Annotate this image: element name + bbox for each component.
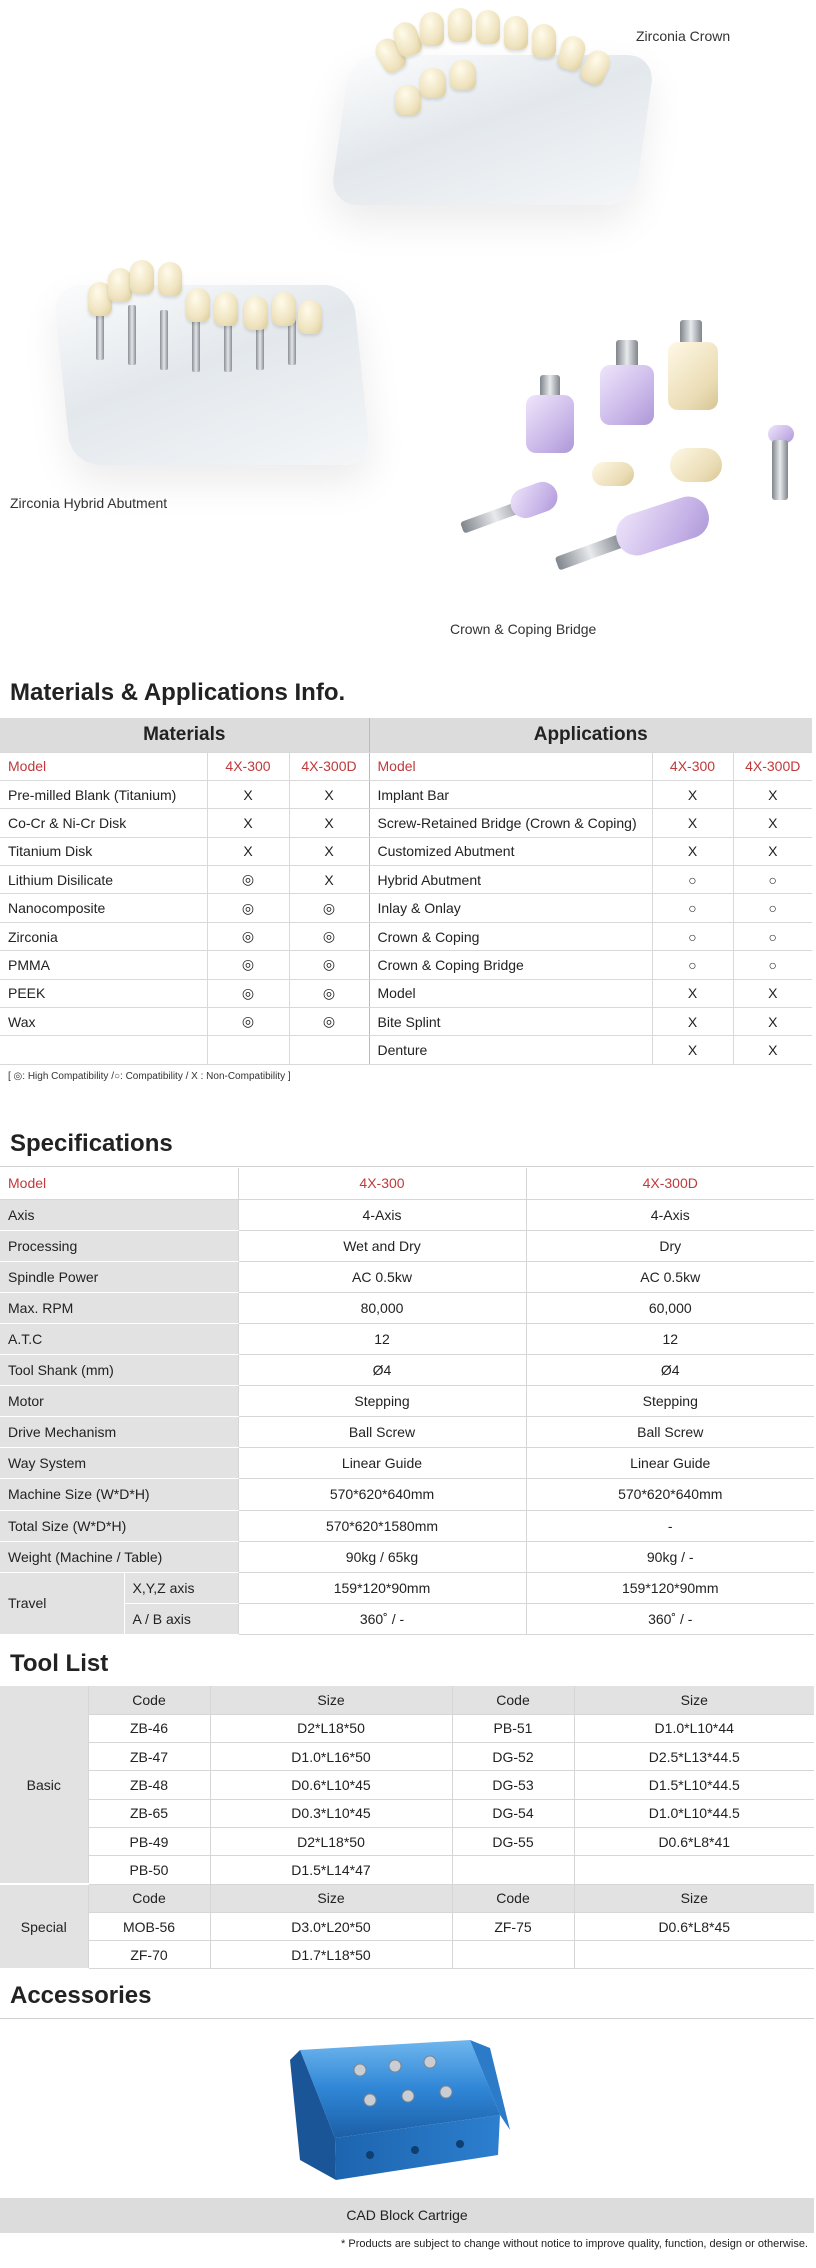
tool-row	[0, 1799, 814, 1827]
code-header: Code	[452, 1884, 574, 1912]
spec-row	[0, 1479, 814, 1510]
tool-size: D0.6*L8*45	[574, 1912, 814, 1940]
material-4x300: X	[207, 809, 289, 837]
spec-value-4x300: Ball Screw	[238, 1417, 526, 1448]
material-4x300d: ◎	[289, 979, 369, 1007]
spec-row	[0, 1417, 814, 1448]
spec-key: Machine Size (W*D*H)	[0, 1479, 238, 1510]
spec-travel-label: Travel	[0, 1572, 124, 1634]
materials-header: Materials	[0, 718, 369, 752]
material-4x300: ◎	[207, 1008, 289, 1036]
code-header: Code	[88, 1884, 210, 1912]
size-header: Size	[574, 1686, 814, 1714]
tool-size: D0.6*L8*41	[574, 1827, 814, 1855]
spec-value-4x300d: 4-Axis	[526, 1199, 814, 1230]
tool-code: PB-51	[452, 1714, 574, 1742]
materials-row	[0, 780, 812, 808]
application-4x300: X	[652, 1008, 733, 1036]
material-4x300	[207, 1036, 289, 1064]
tool-row	[0, 1941, 814, 1969]
spec-value-4x300d: 60,000	[526, 1292, 814, 1323]
material-4x300d: X	[289, 809, 369, 837]
tool-code: ZF-75	[452, 1912, 574, 1940]
material-name: Pre-milled Blank (Titanium)	[0, 780, 207, 808]
material-name: PMMA	[0, 951, 207, 979]
spec-value-4x300d: 570*620*640mm	[526, 1479, 814, 1510]
spec-travel-xyz-4x300d: 159*120*90mm	[526, 1572, 814, 1603]
tool-size: D2*L18*50	[210, 1827, 452, 1855]
spec-value-4x300d: 12	[526, 1323, 814, 1354]
special-group-label: Special	[0, 1884, 88, 1969]
spec-value-4x300d: Stepping	[526, 1386, 814, 1417]
tool-size: D3.0*L20*50	[210, 1912, 452, 1940]
spec-key: Spindle Power	[0, 1261, 238, 1292]
spec-key: Axis	[0, 1199, 238, 1230]
tool-code: DG-52	[452, 1743, 574, 1771]
tool-size: D1.0*L10*44.5	[574, 1799, 814, 1827]
material-name: Lithium Disilicate	[0, 866, 207, 894]
spec-row-travel-xyz	[0, 1572, 814, 1603]
spec-travel-ab-4x300: 360˚ / -	[238, 1603, 526, 1634]
application-4x300: X	[652, 979, 733, 1007]
spec-model-4x300: 4X-300	[238, 1168, 526, 1199]
materials-row	[0, 979, 812, 1007]
materials-row	[0, 837, 812, 865]
material-4x300: ◎	[207, 979, 289, 1007]
application-4x300d: ○	[733, 922, 812, 950]
tool-code: DG-53	[452, 1771, 574, 1799]
application-name: Crown & Coping	[369, 922, 652, 950]
spec-row	[0, 1510, 814, 1541]
material-4x300d: ◎	[289, 951, 369, 979]
materials-section-title: Materials & Applications Info.	[10, 679, 346, 706]
spec-value-4x300d: Ball Screw	[526, 1417, 814, 1448]
spec-row	[0, 1323, 814, 1354]
application-4x300d: X	[733, 780, 812, 808]
tool-size: D1.5*L10*44.5	[574, 1771, 814, 1799]
spec-model-4x300d: 4X-300D	[526, 1168, 814, 1199]
spec-value-4x300: Wet and Dry	[238, 1230, 526, 1261]
tool-size: D0.3*L10*45	[210, 1799, 452, 1827]
materials-row	[0, 922, 812, 950]
spec-value-4x300d: -	[526, 1510, 814, 1541]
spec-row	[0, 1261, 814, 1292]
materials-row	[0, 866, 812, 894]
applications-header: Applications	[369, 718, 812, 752]
application-name: Denture	[369, 1036, 652, 1064]
basic-group-label: Basic	[0, 1686, 88, 1884]
model-label: Model	[0, 752, 207, 780]
tool-code: ZB-48	[88, 1771, 210, 1799]
tool-row	[0, 1714, 814, 1742]
basic-header-row	[0, 1686, 814, 1714]
application-4x300d: X	[733, 1008, 812, 1036]
spec-model-row	[0, 1168, 814, 1199]
material-4x300d: ◎	[289, 922, 369, 950]
application-4x300: ○	[652, 951, 733, 979]
spec-row	[0, 1541, 814, 1572]
tool-code: DG-55	[452, 1827, 574, 1855]
material-4x300: ◎	[207, 894, 289, 922]
spec-row	[0, 1199, 814, 1230]
materials-applications-table	[0, 718, 812, 1065]
material-4x300d: X	[289, 837, 369, 865]
tool-size	[574, 1856, 814, 1884]
application-name: Implant Bar	[369, 780, 652, 808]
application-name: Inlay & Onlay	[369, 894, 652, 922]
spec-row	[0, 1355, 814, 1386]
application-4x300d: X	[733, 837, 812, 865]
cad-block-cartridge-label: CAD Block Cartrige	[0, 2198, 814, 2233]
tool-code	[452, 1941, 574, 1969]
specifications-title: Specifications	[10, 1130, 173, 1157]
footnote: * Products are subject to change without notice to improve quality, function, design or otherwise.	[341, 2238, 808, 2250]
spec-travel-xyz-label: X,Y,Z axis	[124, 1572, 238, 1603]
tool-row	[0, 1743, 814, 1771]
material-name: Titanium Disk	[0, 837, 207, 865]
code-header: Code	[88, 1686, 210, 1714]
tool-code: MOB-56	[88, 1912, 210, 1940]
spec-value-4x300d: Linear Guide	[526, 1448, 814, 1479]
app-model-4x300: 4X-300	[652, 752, 733, 780]
compatibility-legend: [ ◎: High Compatibility /○: Compatibility / X : Non-Compatibility ]	[8, 1071, 291, 1082]
tool-size: D0.6*L10*45	[210, 1771, 452, 1799]
application-name: Crown & Coping Bridge	[369, 951, 652, 979]
tool-list-title: Tool List	[10, 1650, 109, 1677]
spec-key: Way System	[0, 1448, 238, 1479]
spec-travel-ab-label: A / B axis	[124, 1603, 238, 1634]
code-header: Code	[452, 1686, 574, 1714]
material-4x300d: ◎	[289, 894, 369, 922]
tool-code	[452, 1856, 574, 1884]
spec-key: Total Size (W*D*H)	[0, 1510, 238, 1541]
tool-code: ZB-65	[88, 1799, 210, 1827]
spec-row	[0, 1292, 814, 1323]
application-4x300d: X	[733, 1036, 812, 1064]
size-header: Size	[210, 1686, 452, 1714]
spec-value-4x300: 570*620*640mm	[238, 1479, 526, 1510]
tool-row	[0, 1771, 814, 1799]
spec-value-4x300: 90kg / 65kg	[238, 1541, 526, 1572]
spec-row	[0, 1230, 814, 1261]
crown-coping-bridge-label: Crown & Coping Bridge	[450, 621, 597, 637]
tool-size: D1.5*L14*47	[210, 1856, 452, 1884]
materials-row	[0, 1008, 812, 1036]
materials-row	[0, 1036, 812, 1064]
tool-code: ZB-46	[88, 1714, 210, 1742]
material-4x300: X	[207, 837, 289, 865]
application-4x300d: ○	[733, 894, 812, 922]
zirconia-hybrid-abutment-label: Zirconia Hybrid Abutment	[10, 495, 168, 511]
model-4x300d: 4X-300D	[289, 752, 369, 780]
tool-code: ZF-70	[88, 1941, 210, 1969]
cad-block-cartridge-image	[0, 2020, 814, 2198]
material-4x300: ◎	[207, 922, 289, 950]
application-4x300d: ○	[733, 951, 812, 979]
spec-key: Processing	[0, 1230, 238, 1261]
application-4x300: X	[652, 780, 733, 808]
spec-model-label: Model	[0, 1168, 238, 1199]
material-4x300: ◎	[207, 951, 289, 979]
material-name	[0, 1036, 207, 1064]
special-header-row	[0, 1884, 814, 1912]
spec-value-4x300: 12	[238, 1323, 526, 1354]
spec-key: Drive Mechanism	[0, 1417, 238, 1448]
spec-value-4x300: 570*620*1580mm	[238, 1510, 526, 1541]
materials-row	[0, 951, 812, 979]
application-name: Model	[369, 979, 652, 1007]
spec-value-4x300d: 90kg / -	[526, 1541, 814, 1572]
application-4x300: ○	[652, 922, 733, 950]
tool-code: ZB-47	[88, 1743, 210, 1771]
spec-travel-xyz-4x300: 159*120*90mm	[238, 1572, 526, 1603]
specifications-table	[0, 1168, 814, 1635]
material-4x300d: X	[289, 780, 369, 808]
spec-value-4x300d: Dry	[526, 1230, 814, 1261]
spec-key: Tool Shank (mm)	[0, 1355, 238, 1386]
size-header: Size	[210, 1884, 452, 1912]
material-4x300d: X	[289, 866, 369, 894]
spec-value-4x300: 4-Axis	[238, 1199, 526, 1230]
tool-size	[574, 1941, 814, 1969]
spec-value-4x300d: AC 0.5kw	[526, 1261, 814, 1292]
spec-key: A.T.C	[0, 1323, 238, 1354]
model-row	[0, 752, 812, 780]
application-name: Bite Splint	[369, 1008, 652, 1036]
tool-row	[0, 1827, 814, 1855]
spec-value-4x300d: Ø4	[526, 1355, 814, 1386]
materials-row	[0, 894, 812, 922]
application-name: Hybrid Abutment	[369, 866, 652, 894]
application-name: Screw-Retained Bridge (Crown & Coping)	[369, 809, 652, 837]
application-4x300: ○	[652, 894, 733, 922]
tool-size: D1.0*L16*50	[210, 1743, 452, 1771]
application-4x300: X	[652, 1036, 733, 1064]
tool-code: DG-54	[452, 1799, 574, 1827]
spec-value-4x300: AC 0.5kw	[238, 1261, 526, 1292]
material-4x300: X	[207, 780, 289, 808]
hero-images	[0, 0, 816, 655]
tool-code: PB-49	[88, 1827, 210, 1855]
tool-row	[0, 1912, 814, 1940]
material-4x300d: ◎	[289, 1008, 369, 1036]
materials-row	[0, 809, 812, 837]
material-name: Nanocomposite	[0, 894, 207, 922]
app-model-4x300d: 4X-300D	[733, 752, 812, 780]
tool-size: D1.7*L18*50	[210, 1941, 452, 1969]
spec-key: Weight (Machine / Table)	[0, 1541, 238, 1572]
application-4x300d: ○	[733, 866, 812, 894]
material-name: Wax	[0, 1008, 207, 1036]
material-4x300d	[289, 1036, 369, 1064]
model-4x300: 4X-300	[207, 752, 289, 780]
spec-key: Motor	[0, 1386, 238, 1417]
material-4x300: ◎	[207, 866, 289, 894]
tool-row	[0, 1856, 814, 1884]
material-name: Co-Cr & Ni-Cr Disk	[0, 809, 207, 837]
spec-value-4x300: Stepping	[238, 1386, 526, 1417]
accessories-title: Accessories	[10, 1982, 152, 2009]
application-name: Customized Abutment	[369, 837, 652, 865]
tool-size: D1.0*L10*44	[574, 1714, 814, 1742]
spec-travel-ab-4x300d: 360˚ / -	[526, 1603, 814, 1634]
spec-value-4x300: Ø4	[238, 1355, 526, 1386]
application-4x300: X	[652, 809, 733, 837]
material-name: PEEK	[0, 979, 207, 1007]
tool-size: D2*L18*50	[210, 1714, 452, 1742]
tool-code: PB-50	[88, 1856, 210, 1884]
spec-value-4x300: Linear Guide	[238, 1448, 526, 1479]
app-model-label: Model	[369, 752, 652, 780]
spec-key: Max. RPM	[0, 1292, 238, 1323]
tool-size: D2.5*L13*44.5	[574, 1743, 814, 1771]
application-4x300d: X	[733, 809, 812, 837]
application-4x300: ○	[652, 866, 733, 894]
application-4x300: X	[652, 837, 733, 865]
spec-row	[0, 1448, 814, 1479]
application-4x300d: X	[733, 979, 812, 1007]
spec-value-4x300: 80,000	[238, 1292, 526, 1323]
spec-row	[0, 1386, 814, 1417]
size-header: Size	[574, 1884, 814, 1912]
zirconia-crown-label: Zirconia Crown	[636, 28, 731, 44]
tool-list-table	[0, 1686, 814, 1970]
material-name: Zirconia	[0, 922, 207, 950]
